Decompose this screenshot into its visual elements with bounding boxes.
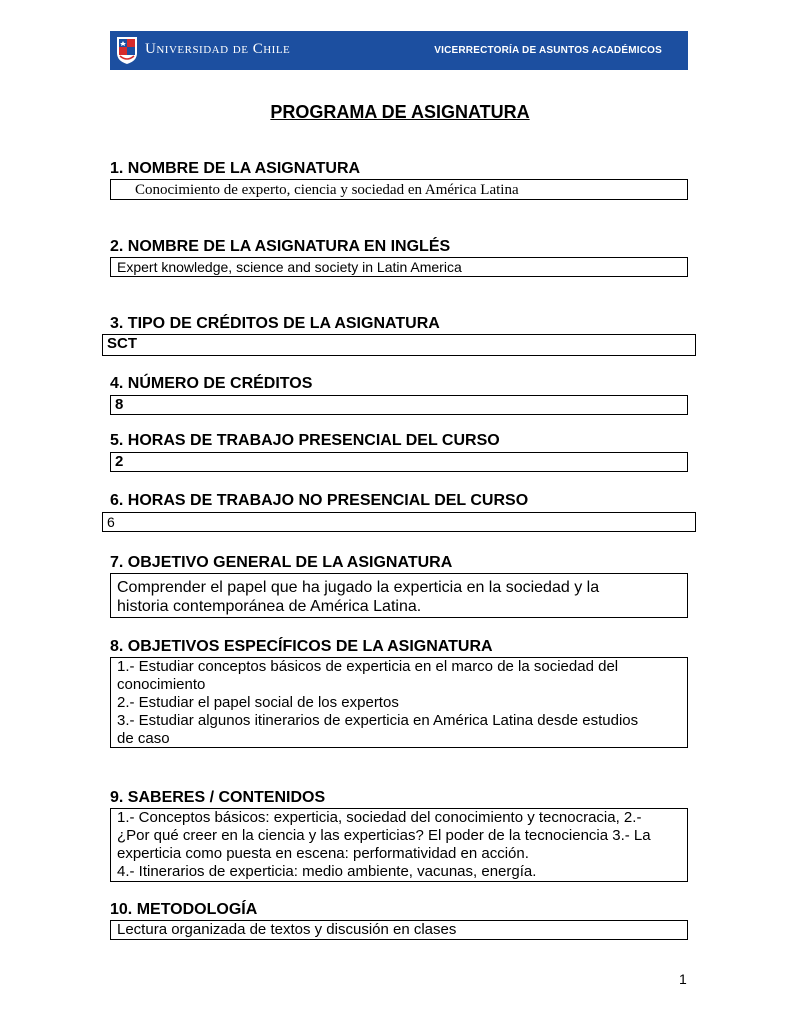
text-line: ¿Por qué creer en la ciencia y las experticias? El poder de la tecnociencia 3.- La bbox=[117, 827, 651, 844]
field-value: 2 bbox=[115, 453, 124, 470]
text-line: experticia como puesta en escena: performatividad en acción. bbox=[117, 845, 529, 862]
document-title: PROGRAMA DE ASIGNATURA bbox=[270, 102, 530, 122]
section-title-numero-creditos: 4. NÚMERO DE CRÉDITOS bbox=[110, 375, 313, 392]
text-line: 3.- Estudiar algunos itinerarios de experticia en América Latina desde estudios bbox=[117, 712, 639, 729]
section-title-objetivo-general: 7. OBJETIVO GENERAL DE LA ASIGNATURA bbox=[110, 554, 453, 571]
field-value: Lectura organizada de textos y discusión en clases bbox=[117, 921, 457, 938]
section-title-nombre-ingles: 2. NOMBRE DE LA ASIGNATURA EN INGLÉS bbox=[110, 238, 451, 255]
section-title-metodologia: 10. METODOLOGÍA bbox=[110, 901, 258, 918]
field-value: Conocimiento de experto, ciencia y sociedad en América Latina bbox=[135, 182, 519, 198]
text-line: 4.- Itinerarios de experticia: medio ambiente, vacunas, energía. bbox=[117, 863, 537, 880]
field-horas-no-presencial bbox=[102, 512, 696, 532]
page-number: 1 bbox=[679, 971, 687, 987]
field-nombre-ingles bbox=[110, 257, 688, 277]
field-value: 8 bbox=[115, 396, 124, 413]
text-line: historia contemporánea de América Latina. bbox=[117, 598, 422, 615]
text-line: conocimiento bbox=[117, 676, 206, 693]
text-line: 2.- Estudiar el papel social de los expertos bbox=[117, 694, 399, 711]
vicerrectoria-label: VICERRECTORÍA DE ASUNTOS ACADÉMICOS bbox=[434, 45, 662, 56]
field-numero-creditos bbox=[110, 395, 688, 415]
text-line: de caso bbox=[117, 730, 170, 747]
field-objetivos-especificos bbox=[110, 657, 688, 748]
section-title-horas-no-presencial: 6. HORAS DE TRABAJO NO PRESENCIAL DEL CURSO bbox=[110, 492, 529, 509]
section-title-objetivos-especificos: 8. OBJETIVOS ESPECÍFICOS DE LA ASIGNATURA bbox=[110, 638, 493, 655]
field-nombre-asignatura bbox=[110, 179, 688, 200]
field-metodologia bbox=[110, 920, 688, 940]
section-title-saberes: 9. SABERES / CONTENIDOS bbox=[110, 789, 326, 806]
field-objetivo-general bbox=[110, 573, 688, 618]
text-line: Comprender el papel que ha jugado la experticia en la sociedad y la bbox=[117, 579, 600, 596]
field-value: 6 bbox=[107, 514, 115, 530]
university-name: Universidad de Chile bbox=[145, 41, 291, 57]
university-crest-icon bbox=[116, 36, 138, 65]
text-line: 1.- Estudiar conceptos básicos de experticia en el marco de la sociedad del bbox=[117, 658, 619, 675]
header-banner bbox=[110, 31, 688, 70]
section-title-nombre: 1. NOMBRE DE LA ASIGNATURA bbox=[110, 160, 361, 177]
field-value: SCT bbox=[107, 335, 137, 352]
section-title-tipo-creditos: 3. TIPO DE CRÉDITOS DE LA ASIGNATURA bbox=[110, 315, 440, 332]
field-horas-presencial bbox=[110, 452, 688, 472]
section-title-horas-presencial: 5. HORAS DE TRABAJO PRESENCIAL DEL CURSO bbox=[110, 432, 500, 449]
text-line: 1.- Conceptos básicos: experticia, sociedad del conocimiento y tecnocracia, 2.- bbox=[117, 809, 642, 826]
field-value: Expert knowledge, science and society in Latin America bbox=[117, 259, 462, 275]
field-saberes-contenidos bbox=[110, 808, 688, 882]
field-tipo-creditos bbox=[102, 334, 696, 356]
